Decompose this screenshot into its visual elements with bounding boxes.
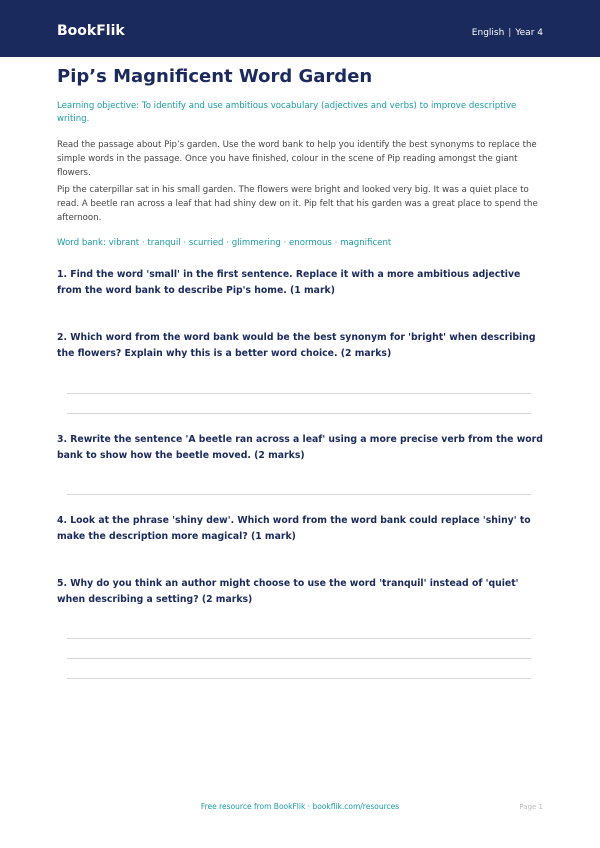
header-bar (0, 0, 600, 57)
answer-line[interactable] (67, 658, 531, 659)
footer-credit[interactable]: Free resource from BookFlik · bookflik.com/resources (200, 802, 400, 811)
reading-passage: Pip the caterpillar sat in his small garden. The flowers were bright and looked very big. It was a quiet place to read. A beetle ran across a leaf that had shiny dew on it. Pip felt that his garden was a great place to spend the afternoon. (57, 185, 538, 223)
meta-separator: | (508, 28, 512, 38)
brand-logo[interactable]: BookFlik (57, 23, 125, 39)
answer-line[interactable] (67, 393, 531, 394)
page-title: Pip’s Magnificent Word Garden (57, 66, 373, 87)
answer-line[interactable] (67, 638, 531, 639)
question-5: 5. Why do you think an author might choose to use the word 'tranquil' instead of 'quiet' when describing a setting? (2 marks) (57, 578, 519, 605)
question-3: 3. Rewrite the sentence 'A beetle ran across a leaf' using a more precise verb from the word bank to show how the beetle moved. (2 marks) (57, 434, 543, 461)
answer-line[interactable] (67, 678, 531, 679)
page-number: Page 1 (519, 803, 543, 811)
header-meta (472, 28, 543, 38)
subject-label: English (471, 28, 505, 38)
instructions: Read the passage about Pip’s garden. Use the word bank to help you identify the best synonyms to replace the simple words in the passage. Once you have finished, colour in the scene of Pip reading amongst the giant flowers. (57, 140, 537, 178)
question-4: 4. Look at the phrase 'shiny dew'. Which word from the word bank could replace 'shiny' to make the description more magical? (1 mark) (57, 515, 531, 542)
answer-line[interactable] (67, 413, 531, 414)
word-bank: Word bank: vibrant · tranquil · scurried · glimmering · enormous · magnificent (57, 238, 392, 248)
year-label: Year 4 (515, 28, 543, 38)
question-1: 1. Find the word 'small' in the first sentence. Replace it with a more ambitious adjective from the word bank to describe Pip's home. (1 mark) (57, 269, 521, 296)
question-2: 2. Which word from the word bank would be the best synonym for 'bright' when describing the flowers? Explain why this is a better word choice. (2 marks) (57, 332, 536, 359)
learning-objective: Learning objective: To identify and use ambitious vocabulary (adjectives and verbs) to improve descriptive writing. (57, 101, 517, 124)
answer-line[interactable] (67, 494, 531, 495)
